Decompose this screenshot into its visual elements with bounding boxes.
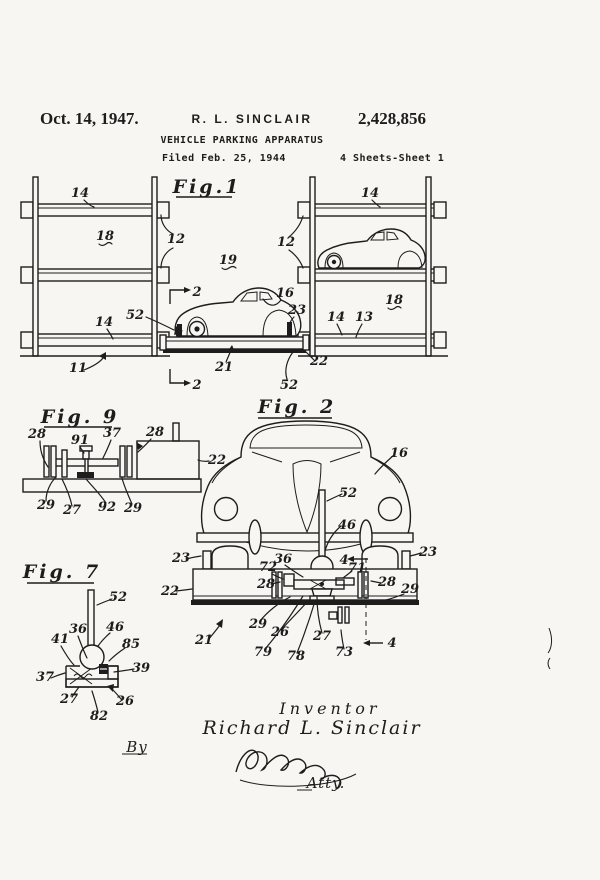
fig9-ref-7: 92 [97,500,117,515]
scan-artifact [548,628,552,669]
fig7-ref-7: 27 [59,692,79,707]
fig1-ref-18: 2 [192,378,202,393]
fig1-ref-16: 22 [309,354,329,369]
fig9-ref-8: 29 [123,501,143,516]
fig9-ref-5: 29 [36,498,56,513]
fig2-ref-7: 72 [258,560,278,575]
fig1-ref-6: 2 [192,285,202,300]
patent-title: VEHICLE PARKING APPARATUS [160,135,324,146]
fig2-car-front [202,421,411,536]
fig9-ref-3: 28 [145,425,165,440]
fig2-ref-2: 46 [337,518,357,533]
fig1-ref-2: 12 [166,232,186,247]
sheet-info: 4 Sheets-Sheet 1 [340,153,445,164]
fig7-ref-5: 39 [131,661,151,676]
fig7-ref-1: 36 [68,622,88,637]
fig2-ref-18: 78 [286,649,306,664]
inventor-caption: Inventor [279,699,381,718]
fig2-ref-14: 29 [248,617,268,632]
fig1-ref-17: 52 [279,378,299,393]
fig1-ref-4: 12 [276,235,296,250]
fig2-ref-4: 23 [418,545,438,560]
fig1-wheel-chock-rear [287,322,292,336]
fig2-ref-16: 27 [312,629,332,644]
by-label: By [126,738,148,756]
patent-number: 2,428,856 [358,109,426,128]
fig2-ref-12: 29 [400,582,420,597]
filed-date: Filed Feb. 25, 1944 [162,153,286,164]
fig2-guide-rod [319,490,325,558]
fig1-ref-7: 16 [275,286,295,301]
fig1-ref-1: 18 [95,229,115,244]
fig2-ref-9: 71 [347,561,367,576]
fig9-ref-6: 27 [62,503,82,518]
fig9-ref-1: 91 [70,433,90,448]
fig2-ref-1: 52 [338,486,358,501]
fig1-ref-0: 14 [70,186,90,201]
fig2-ref-5: 22 [160,584,180,599]
fig7-ref-9: 82 [89,709,109,724]
fig2-ref-13: 21 [194,633,214,648]
fig1-car-on-shelf [318,229,425,269]
fig1-ref-13: 18 [384,293,404,308]
fig1-ref-15: 21 [214,360,234,375]
fig7-ref-2: 41 [50,632,70,647]
fig9-ref-0: 28 [27,427,47,442]
attorney-caption: Atty. [306,774,346,792]
header [40,109,444,164]
fig2-ref-6: 36 [273,552,293,567]
fig1-ref-9: 52 [125,308,145,323]
fig9-ref-2: 37 [102,426,122,441]
figure-9 [23,406,226,518]
fig7-ref-6: 37 [35,670,55,685]
figure-7 [22,561,150,724]
fig2-title: Fig. 2 [257,396,337,418]
fig1-ref-11: 14 [326,310,346,325]
figure-1 [20,176,448,393]
inventor-name-header: R. L. SINCLAIR [191,112,313,126]
fig2-ref-0: 16 [389,446,409,461]
fig1-ref-14: 11 [68,361,88,376]
fig1-ground-platform [160,335,309,353]
fig2-ref-15: 26 [270,625,290,640]
fig1-ref-3: 19 [218,253,238,268]
fig2-ref-17: 79 [253,645,273,660]
inventor-signature-name: Richard L. Sinclair [202,717,422,739]
fig7-ref-8: 26 [115,694,135,709]
fig2-ref-20: 4 [387,636,397,651]
fig7-title: Fig. 7 [22,561,102,583]
fig2-ref-8: 4 [339,553,349,568]
signature-block [122,699,422,792]
fig9-title: Fig. 9 [40,406,120,428]
fig7-ref-0: 52 [108,590,128,605]
fig1-ref-10: 14 [94,315,114,330]
fig9-ref-4: 22 [207,453,227,468]
fig2-ref-19: 73 [334,645,354,660]
fig1-title: Fig.1 [172,176,242,198]
fig7-ref-3: 46 [105,620,125,635]
fig2-ref-3: 23 [171,551,191,566]
fig2-ref-11: 28 [377,575,397,590]
fig1-ref-8: 23 [287,303,307,318]
patent-date: Oct. 14, 1947. [40,109,139,128]
fig2-ref-10: 28 [256,577,276,592]
figure-2 [160,396,437,664]
fig1-ref-12: 13 [354,310,374,325]
fig7-ref-4: 85 [121,637,141,652]
fig1-ref-5: 14 [360,186,380,201]
